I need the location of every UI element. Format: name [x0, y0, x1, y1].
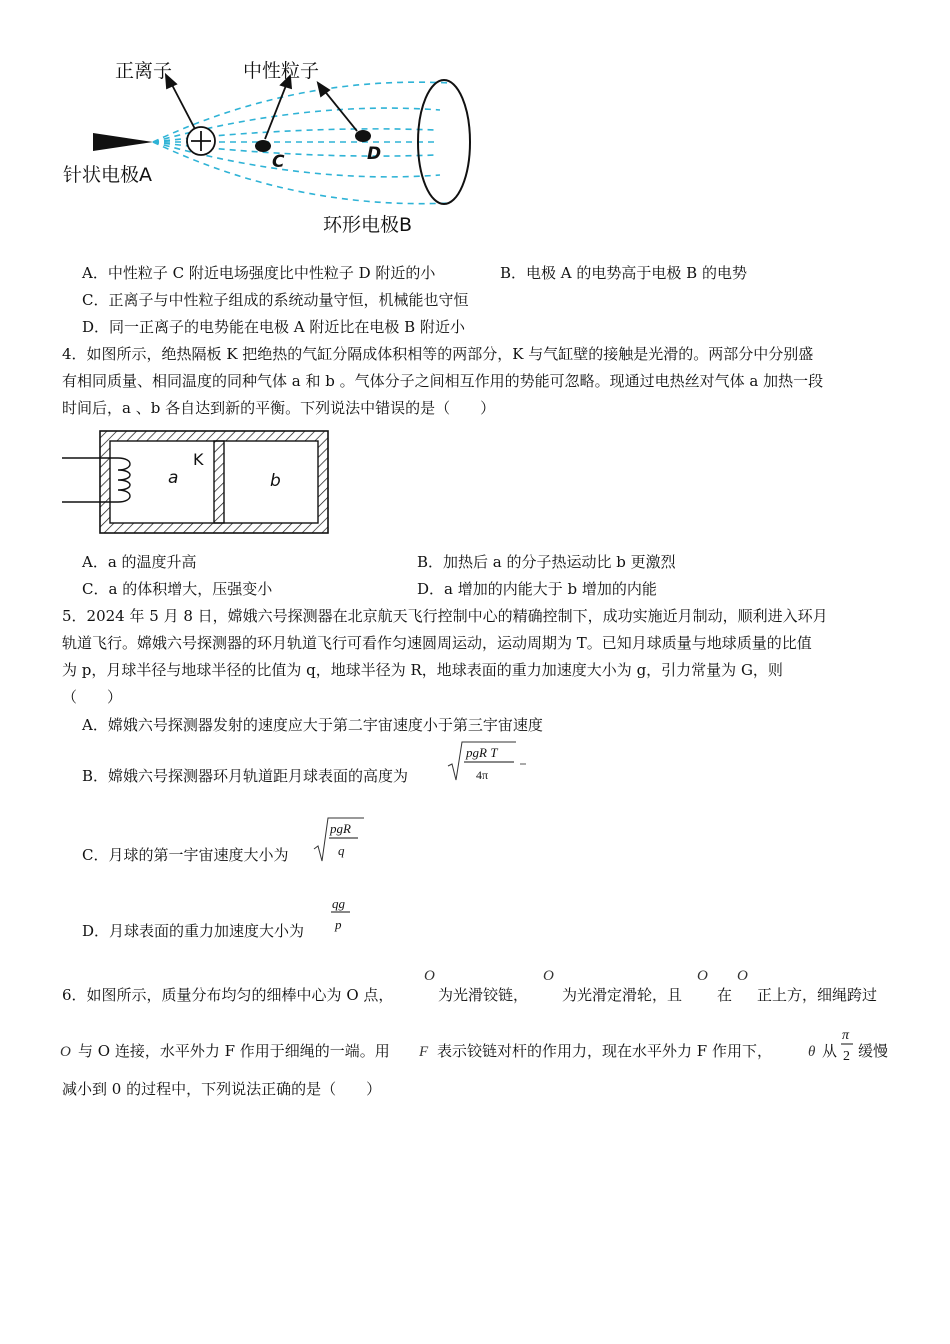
- q6-frac-den: 2: [843, 1049, 850, 1064]
- label-needle: 针状电极A: [63, 164, 152, 186]
- q6-l1-d: 在: [717, 986, 733, 1004]
- label-neutral: 中性粒子: [243, 60, 320, 82]
- q6-line1: [62, 984, 393, 1005]
- electrode-figure: [55, 55, 485, 245]
- q5-option-c: C．月球的第一宇宙速度大小为: [82, 846, 289, 864]
- q6-l2-d: 缓慢: [858, 1042, 889, 1060]
- q5-stem-line3: 为 p，月球半径与地球半径的比值为 q，地球半径为 R，地球表面的重力加速度大小为 g，引力常量为 G，则: [62, 661, 783, 679]
- q5-option-b-formula: [446, 738, 536, 786]
- q6-l2-a: 与 O 连接，水平外力 F 作用于细绳的一端。用: [78, 1042, 390, 1060]
- q6-fraction-pi-over-2: [840, 1024, 856, 1066]
- partition-k: [214, 441, 224, 523]
- q5-option-b: B．嫦娥六号探测器环月轨道距月球表面的高度为: [82, 767, 409, 785]
- q3-option-c: C．正离子与中性粒子组成的系统动量守恒，机械能也守恒: [82, 291, 469, 309]
- arrow-positive-ion: [170, 81, 195, 129]
- q6-l2-c: 从: [822, 1042, 838, 1060]
- needle-electrode: [93, 133, 153, 151]
- q5d-denominator: p: [335, 917, 342, 932]
- q5c-numerator: pgR: [330, 821, 351, 836]
- q5-stem-line2: 轨道飞行。嫦娥六号探测器的环月轨道飞行可看作匀速圆周运动，运动周期为 T。已知月球质量与地球质量的比值: [62, 634, 812, 652]
- q4-stem-line3: 时间后，a 、b 各自达到新的平衡。下列说法中错误的是（ ）: [62, 399, 496, 417]
- label-c: C: [272, 152, 285, 172]
- q6-l1-b: 为光滑铰链，: [438, 986, 529, 1004]
- q5c-denominator: q: [338, 843, 345, 858]
- label-b: b: [270, 471, 281, 491]
- q5-option-a: A．嫦娥六号探测器发射的速度应大于第二宇宙速度小于第三宇宙速度: [82, 716, 543, 734]
- q5-stem-line1: 5．2024 年 5 月 8 日，嫦娥六号探测器在北京航天飞行控制中心的精确控制下，成功实施近月制动，顺利进入环月: [62, 607, 828, 625]
- q5d-numerator: qg: [332, 896, 345, 911]
- q5-option-c-formula: [312, 815, 372, 865]
- q3-option-d: D．同一正离子的电势能在电极 A 附近比在电极 B 附近小: [82, 318, 465, 336]
- q6-sym-f: F: [419, 1044, 429, 1060]
- q5b-numerator: pgR T: [466, 745, 498, 760]
- label-k: K: [193, 450, 204, 469]
- q6-sym-o2: O: [543, 968, 554, 984]
- q4-option-b: B．加热后 a 的分子热运动比 b 更激烈: [417, 553, 676, 571]
- q3-option-a: A．中性粒子 C 附近电场强度比中性粒子 D 附近的小: [82, 264, 436, 282]
- q4-stem-line2: 有相同质量、相同温度的同种气体 a 和 b 。气体分子之间相互作用的势能可忽略。现通过电热丝对气体 a 加热一段: [62, 372, 824, 390]
- label-positive-ion: 正离子: [115, 60, 173, 82]
- q6-sym-o5: O: [60, 1044, 71, 1060]
- label-a: a: [168, 468, 179, 488]
- label-ring: 环形电极B: [323, 214, 413, 236]
- q6-l1-c: 为光滑定滑轮，且: [562, 986, 683, 1004]
- cylinder-figure: [60, 428, 340, 538]
- q5-option-d: D．月球表面的重力加速度大小为: [82, 922, 305, 940]
- q5b-denominator: 4π: [476, 768, 489, 782]
- q6-sym-o3: O: [697, 968, 708, 984]
- q6-frac-num: π: [842, 1028, 850, 1043]
- ring-electrode: [418, 80, 470, 204]
- arrow-neutral-c: [265, 83, 287, 139]
- q5-option-d-formula: [328, 893, 358, 937]
- q6-l1-a: 6．如图所示，质量分布均匀的细棒中心为 O 点，: [62, 986, 394, 1004]
- q4-option-c: C．a 的体积增大，压强变小: [82, 580, 273, 598]
- q5-stem-line4: （ ）: [62, 688, 123, 706]
- label-d: D: [367, 144, 382, 164]
- neutral-particle-c: [255, 140, 271, 152]
- q4-stem-line1: 4．如图所示，绝热隔板 K 把绝热的气缸分隔成体积相等的两部分，K 与气缸壁的接触是光滑的。两部分中分别盛: [62, 345, 814, 363]
- q3-option-b: B．电极 A 的电势高于电极 B 的电势: [500, 264, 747, 282]
- q6-l1-e: 正上方，细绳跨过: [757, 986, 878, 1004]
- neutral-particle-d: [355, 130, 371, 142]
- q6-l2-b: 表示铰链对杆的作用力，现在水平外力 F 作用下，: [437, 1042, 772, 1060]
- q6-line3: 减小到 0 的过程中，下列说法正确的是（ ）: [62, 1080, 382, 1098]
- q6-sym-theta: θ: [808, 1044, 816, 1060]
- q4-option-d: D．a 增加的内能大于 b 增加的内能: [417, 580, 657, 598]
- q6-sym-o1: O: [424, 968, 435, 984]
- q4-option-a: A．a 的温度升高: [82, 553, 197, 571]
- q6-sym-o4: O: [737, 968, 748, 984]
